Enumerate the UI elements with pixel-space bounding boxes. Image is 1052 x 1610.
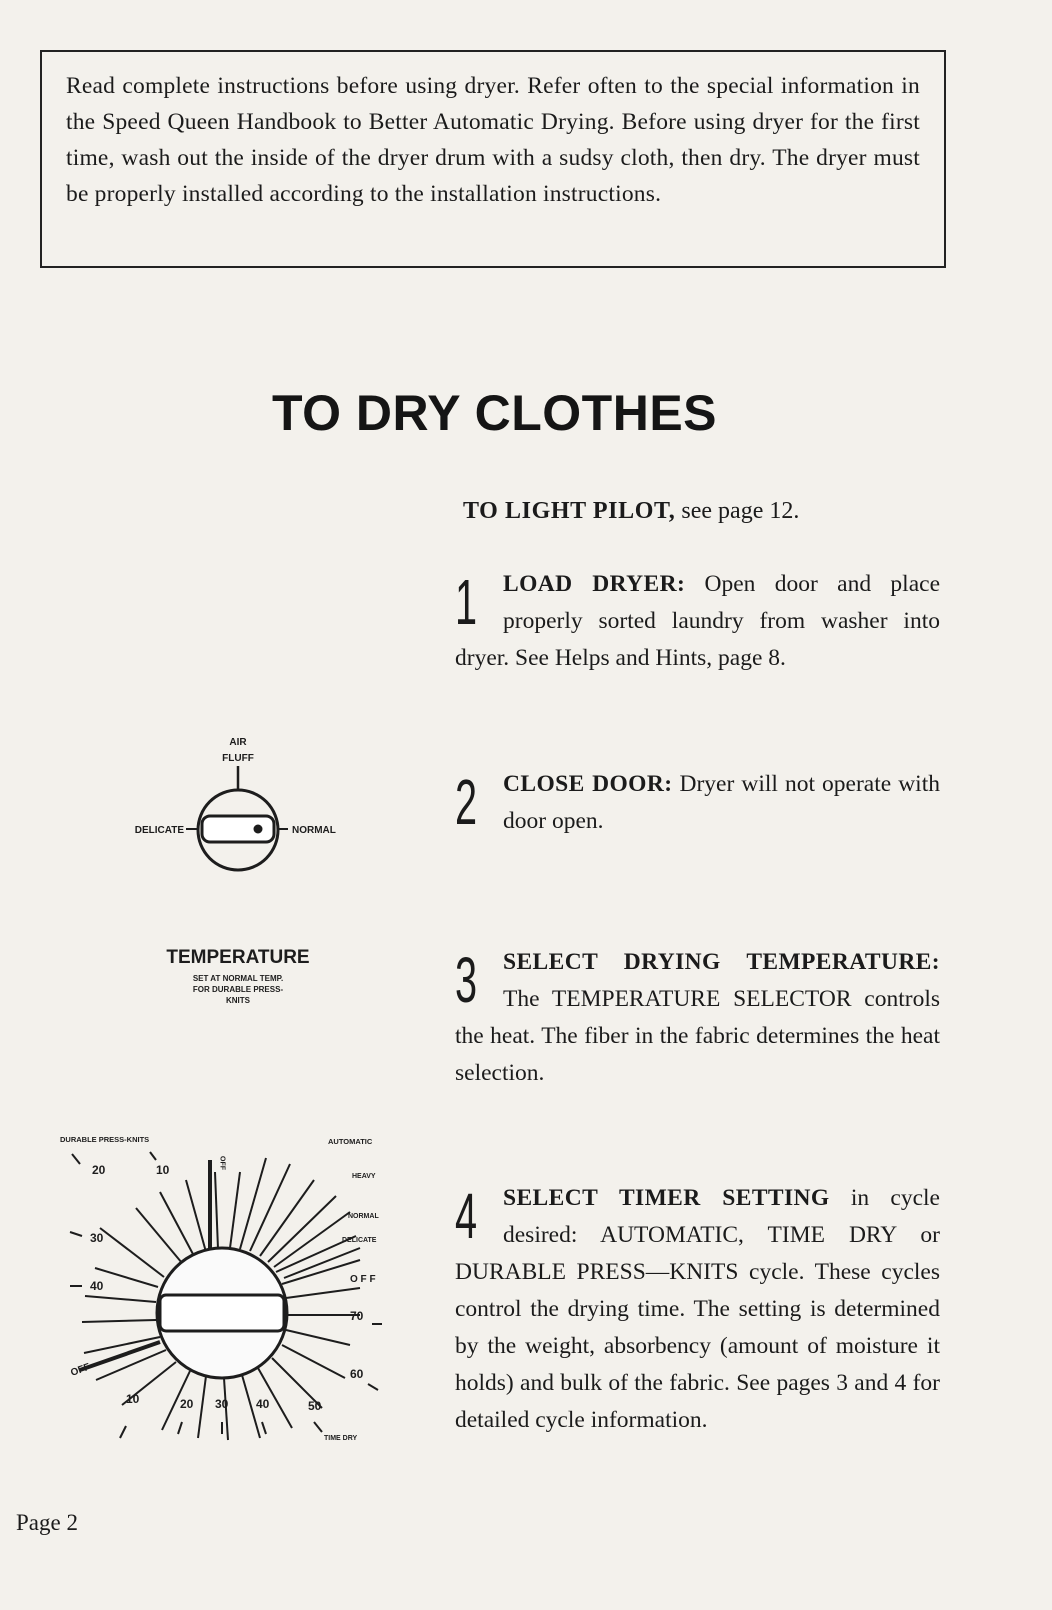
temperature-note-3: KNITS	[226, 996, 250, 1005]
automatic-label: AUTOMATIC	[328, 1137, 373, 1146]
knob-grip	[202, 816, 274, 842]
fluff-label: FLUFF	[222, 753, 254, 764]
delicate-setting-label: DELICATE	[342, 1237, 377, 1244]
pilot-reference	[463, 498, 799, 525]
step-1	[455, 566, 940, 677]
step-2-heading: CLOSE DOOR:	[503, 771, 673, 797]
knob-indicator-dot	[254, 825, 263, 834]
timer-10: 10	[156, 1163, 170, 1177]
timer-40: 40	[90, 1279, 104, 1293]
heavy-label: HEAVY	[352, 1173, 376, 1180]
timer-bottom-20: 20	[180, 1397, 194, 1411]
step-4	[455, 1180, 940, 1439]
temperature-dial-diagram	[110, 730, 370, 1030]
temperature-caption: TEMPERATURE	[166, 947, 310, 968]
step-4-heading: SELECT TIMER SETTING	[503, 1185, 830, 1211]
durable-press-knits-label: DURABLE PRESS-KNITS	[60, 1135, 150, 1144]
notice-text: Read complete instructions before using dryer. Refer often to the special information in the Speed Queen Handbook to Better Automatic Drying. Before using dryer for the first time, wash out the inside of the dryer drum with a sudsy cloth, then dry. The dryer must be properly installed according to the installation instructions.	[66, 73, 920, 207]
time-dry-label: TIME DRY	[324, 1435, 358, 1442]
timer-60: 60	[350, 1367, 364, 1381]
step-3-number: 3	[455, 944, 478, 1016]
off-right-label: O F F	[350, 1274, 376, 1285]
step-4-text: in cycle desired: AUTOMATIC, TIME DRY or DURABLE PRESS—KNITS cycle. These cycles control the drying time. The setting is determined by the weight, absorbency (amount of moisture it holds) and bulk of the fabric. See pages 3 and 4 for detailed cycle information.	[455, 1185, 940, 1433]
timer-70: 70	[350, 1309, 364, 1323]
page-title: TO DRY CLOTHES	[272, 385, 718, 441]
timer-bottom-30: 30	[215, 1397, 229, 1411]
step-3-heading: SELECT DRYING TEMPERATURE:	[503, 949, 940, 975]
timer-bottom-50: 50	[308, 1399, 322, 1413]
page-number: Page 2	[16, 1510, 78, 1535]
timer-30: 30	[90, 1231, 104, 1245]
timer-bottom-40: 40	[256, 1397, 270, 1411]
instructions-notice-box	[40, 50, 946, 268]
temperature-note-1: SET AT NORMAL TEMP.	[192, 974, 284, 983]
step-3	[455, 944, 940, 1092]
delicate-label: DELICATE	[134, 825, 184, 836]
step-1-heading: LOAD DRYER:	[503, 571, 686, 597]
timer-bottom-10: 10	[126, 1392, 140, 1406]
step-1-number: 1	[455, 566, 478, 638]
normal-setting-label: NORMAL	[348, 1213, 379, 1220]
step-2-number: 2	[455, 766, 478, 838]
air-label: AIR	[229, 737, 247, 748]
pilot-text: see page 12.	[681, 498, 800, 524]
off-left-label: OFF	[69, 1361, 92, 1379]
step-2	[455, 766, 940, 840]
step-4-number: 4	[455, 1180, 478, 1252]
normal-label: NORMAL	[292, 825, 336, 836]
timer-20: 20	[92, 1163, 106, 1177]
step-3-text: The TEMPERATURE SELECTOR controls the heat. The fiber in the fabric determines the heat selection.	[455, 986, 940, 1086]
timer-dial-diagram	[60, 1135, 420, 1500]
pilot-label: TO LIGHT PILOT,	[463, 498, 676, 524]
step-1-text: Open door and place properly sorted laundry from washer into dryer. See Helps and Hints, page 8.	[455, 571, 941, 671]
step-2-text: Dryer will not operate with door open.	[503, 771, 940, 834]
off-top-label: OFF	[218, 1156, 226, 1170]
timer-knob-grip	[160, 1295, 284, 1331]
temperature-note-2: FOR DURABLE PRESS-	[192, 985, 284, 994]
